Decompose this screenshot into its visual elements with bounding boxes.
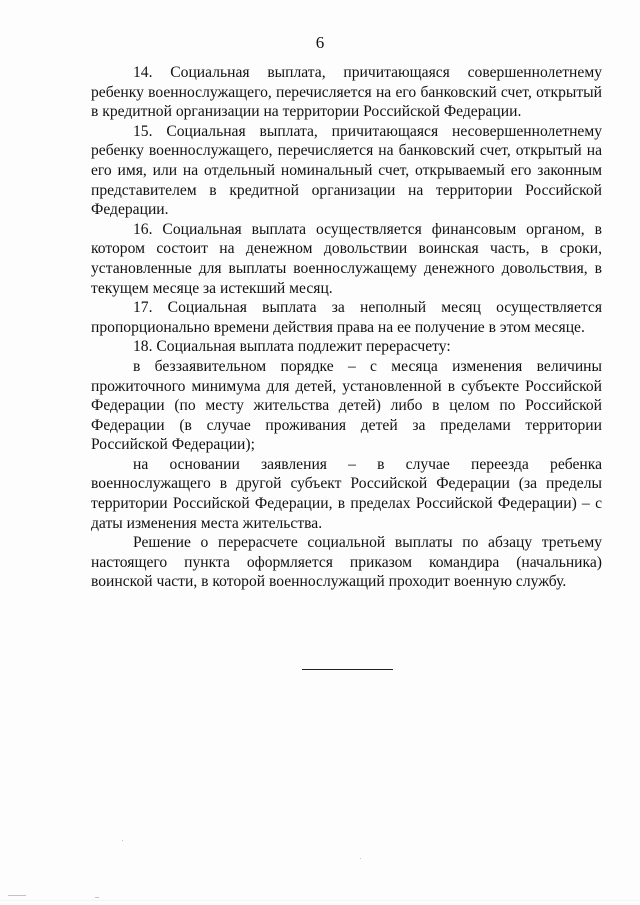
paragraph-18-clause-1: в беззаявительном порядке – с месяца изменения величины прожиточного минимума для детей, установленной в субъекте Российской Федерации (по месту жительства детей) либо в целом по Российской Федерации (в случае проживания детей за пределами территории Российской Федерации); xyxy=(91,357,602,454)
paragraph-15: 15. Социальная выплата, причитающаяся несовершеннолетнему ребенку военнослужащего, перечисляется на банковский счет, открытый на его имя, или на отдельный номинальный счет, открываемый его законным представителем в кредитной организации на территории Российской Федерации. xyxy=(91,122,602,219)
end-divider-line xyxy=(302,669,393,670)
paragraph-18-decision: Решение о перерасчете социальной выплаты по абзацу третьему настоящего пункта оформляется приказом командира (начальника) воинской части, в которой военнослужащий проходит военную службу. xyxy=(91,534,602,591)
paragraph-14: 14. Социальная выплата, причитающаяся совершеннолетнему ребенку военнослужащего, перечисляется на его банковский счет, открытый в кредитной организации на территории Российской Федерации. xyxy=(91,64,602,121)
document-body xyxy=(91,63,602,592)
paragraph-18-clause-2: на основании заявления – в случае переезда ребенка военнослужащего в другой субъект Российской Федерации (за пределы территории Российской Федерации, в пределах Российской Федерации) – с даты изменения места жительства. xyxy=(91,455,602,532)
paragraph-18: 18. Социальная выплата подлежит перерасчету: xyxy=(133,338,451,356)
scan-artifact xyxy=(122,840,123,841)
paragraph-16: 16. Социальная выплата осуществляется финансовым органом, в котором состоит на денежном довольствии воинская часть, в сроки, установленные для выплаты военнослужащему денежного довольствия, в текущем месяце за истекший месяц. xyxy=(91,220,602,297)
scan-artifact xyxy=(95,897,99,898)
scan-artifact xyxy=(360,858,361,859)
page-number: 6 xyxy=(315,33,325,52)
paragraph-17: 17. Социальная выплата за неполный месяц осуществляется пропорционально времени действия права на ее получение в этом месяце. xyxy=(91,299,602,336)
scan-artifact xyxy=(8,895,26,896)
scan-artifact xyxy=(0,900,640,901)
